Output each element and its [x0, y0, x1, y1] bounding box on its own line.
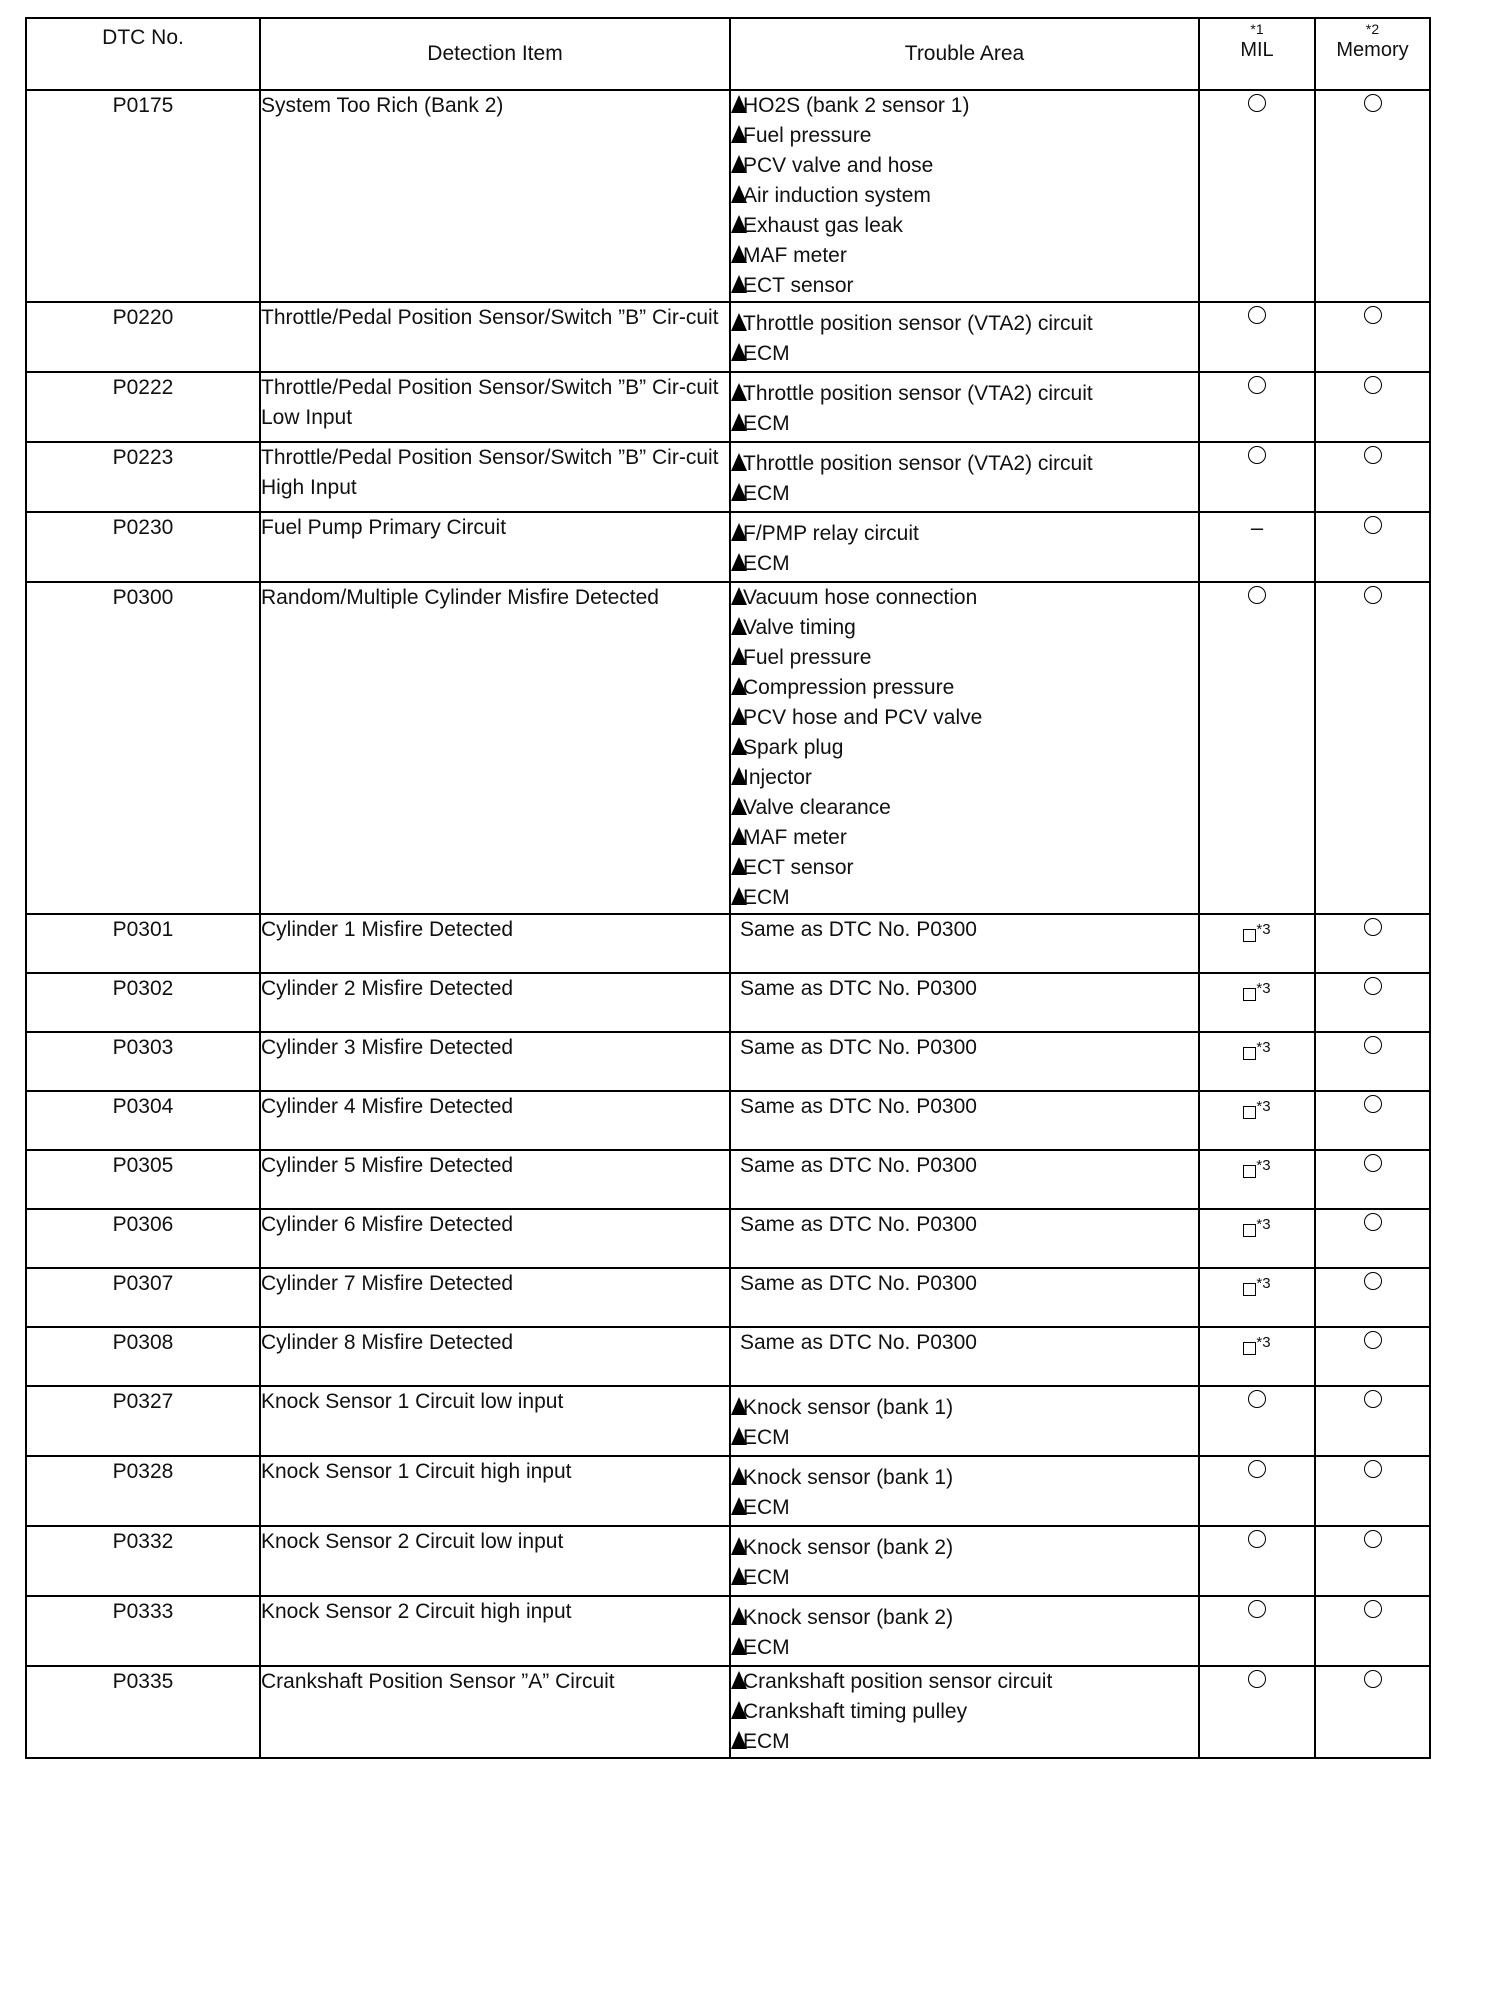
mil-cell [1199, 1209, 1315, 1268]
trouble-area-text: MAF meter [743, 826, 847, 849]
table-row [26, 1268, 1430, 1327]
footnote-ref: *3 [1256, 1216, 1271, 1233]
circle-icon [1364, 516, 1382, 534]
dtc-code: P0327 [26, 1386, 260, 1456]
dtc-code: P0335 [26, 1666, 260, 1758]
trouble-area-item [731, 1727, 1198, 1757]
circle-icon [1364, 1154, 1382, 1172]
detection-item: Cylinder 8 Misfire Detected [260, 1327, 730, 1386]
table-row [26, 1596, 1430, 1666]
table-body [26, 90, 1430, 1758]
detection-item: Throttle/Pedal Position Sensor/Switch ”B” Cir-cuit [260, 302, 730, 372]
table-row [26, 1091, 1430, 1150]
trouble-area-text: ECM [743, 1426, 790, 1449]
table-row [26, 914, 1430, 973]
detection-item: Crankshaft Position Sensor ”A” Circuit [260, 1666, 730, 1758]
memory-cell [1315, 302, 1430, 372]
trouble-area-text: ECT sensor [743, 274, 854, 297]
square-icon [1243, 1047, 1256, 1060]
mil-cell [1199, 1150, 1315, 1209]
memory-note: *2 [1365, 21, 1380, 37]
table-row [26, 512, 1430, 582]
trouble-area-item [731, 339, 1198, 369]
trouble-area-item [731, 211, 1198, 241]
detection-item: Cylinder 3 Misfire Detected [260, 1032, 730, 1091]
trouble-area-text: Valve clearance [743, 796, 891, 819]
trouble-area-text: F/PMP relay circuit [743, 522, 919, 545]
trouble-area: Same as DTC No. P0300 [730, 914, 1199, 973]
detection-item: Knock Sensor 1 Circuit high input [260, 1456, 730, 1526]
dtc-code: P0333 [26, 1596, 260, 1666]
trouble-area-item [731, 151, 1198, 181]
circle-icon [1364, 1331, 1382, 1349]
dtc-code: P0302 [26, 973, 260, 1032]
mil-cell [1199, 1596, 1315, 1666]
trouble-area-item [731, 673, 1198, 703]
table-row [26, 1456, 1430, 1526]
trouble-area-item [731, 241, 1198, 271]
trouble-area-item [731, 309, 1198, 339]
footnote-ref: *3 [1256, 1157, 1271, 1174]
trouble-area-item [731, 1697, 1198, 1727]
circle-icon [1364, 1390, 1382, 1408]
trouble-area-text: Vacuum hose connection [743, 586, 978, 609]
dtc-code: P0307 [26, 1268, 260, 1327]
dtc-code: P0306 [26, 1209, 260, 1268]
trouble-area-text: Crankshaft timing pulley [743, 1700, 968, 1723]
trouble-area [730, 90, 1199, 302]
circle-icon [1364, 1095, 1382, 1113]
footnote-ref: *3 [1256, 1334, 1271, 1351]
dtc-table [25, 17, 1431, 1759]
header-trouble-area: Trouble Area [730, 18, 1199, 90]
trouble-area-item [731, 1493, 1198, 1523]
table-row [26, 1526, 1430, 1596]
circle-icon [1364, 376, 1382, 394]
circle-icon [1364, 586, 1382, 604]
detection-item: Cylinder 7 Misfire Detected [260, 1268, 730, 1327]
table-header [26, 18, 1430, 90]
dtc-code: P0304 [26, 1091, 260, 1150]
trouble-area [730, 1456, 1199, 1526]
trouble-area-text: Fuel pressure [743, 646, 872, 669]
dtc-code: P0230 [26, 512, 260, 582]
trouble-area: Same as DTC No. P0300 [730, 1268, 1199, 1327]
trouble-area-item [731, 1533, 1198, 1563]
footnote-ref: *3 [1256, 980, 1271, 997]
memory-label: Memory [1336, 39, 1409, 61]
footnote-ref: *3 [1256, 1039, 1271, 1056]
trouble-area-item [731, 91, 1198, 121]
table-row [26, 302, 1430, 372]
trouble-area: Same as DTC No. P0300 [730, 973, 1199, 1032]
trouble-area-text: Compression pressure [743, 676, 955, 699]
trouble-area-item [731, 449, 1198, 479]
trouble-area-item [731, 379, 1198, 409]
circle-icon [1248, 306, 1266, 324]
mil-cell [1199, 1526, 1315, 1596]
mil-cell [1199, 1091, 1315, 1150]
trouble-area-text: HO2S (bank 2 sensor 1) [743, 94, 970, 117]
header-mil [1199, 18, 1315, 90]
table-row [26, 1150, 1430, 1209]
trouble-area-item [731, 1563, 1198, 1593]
trouble-area-text: MAF meter [743, 244, 847, 267]
trouble-area-text: Valve timing [743, 616, 856, 639]
header-detection-item: Detection Item [260, 18, 730, 90]
table-row [26, 90, 1430, 302]
trouble-area-text: ECM [743, 552, 790, 575]
memory-cell [1315, 1209, 1430, 1268]
mil-cell [1199, 302, 1315, 372]
square-icon [1243, 1342, 1256, 1355]
mil-cell [1199, 1666, 1315, 1758]
circle-icon [1248, 446, 1266, 464]
memory-cell [1315, 1596, 1430, 1666]
circle-icon [1364, 1036, 1382, 1054]
square-icon [1243, 1106, 1256, 1119]
detection-item: Fuel Pump Primary Circuit [260, 512, 730, 582]
trouble-area-item [731, 271, 1198, 301]
trouble-area-text: Air induction system [743, 184, 931, 207]
trouble-area [730, 372, 1199, 442]
trouble-area [730, 1596, 1199, 1666]
trouble-area [730, 1666, 1199, 1758]
trouble-area: Same as DTC No. P0300 [730, 1032, 1199, 1091]
trouble-area-text: Injector [743, 766, 812, 789]
detection-item: Knock Sensor 1 Circuit low input [260, 1386, 730, 1456]
detection-item: Random/Multiple Cylinder Misfire Detected [260, 582, 730, 914]
circle-icon [1364, 94, 1382, 112]
trouble-area-item [731, 1667, 1198, 1697]
trouble-area-item [731, 479, 1198, 509]
trouble-area [730, 302, 1199, 372]
trouble-area-item [731, 733, 1198, 763]
detection-item: Cylinder 1 Misfire Detected [260, 914, 730, 973]
trouble-area-text: Knock sensor (bank 2) [743, 1536, 954, 1559]
circle-icon [1364, 306, 1382, 324]
square-icon [1243, 1224, 1256, 1237]
circle-icon [1364, 918, 1382, 936]
mil-cell [1199, 372, 1315, 442]
trouble-area: Same as DTC No. P0300 [730, 1150, 1199, 1209]
table-row [26, 1666, 1430, 1758]
circle-icon [1248, 94, 1266, 112]
memory-cell [1315, 1327, 1430, 1386]
trouble-area-text: Spark plug [743, 736, 844, 759]
table-row [26, 1327, 1430, 1386]
trouble-area-item [731, 1393, 1198, 1423]
memory-cell [1315, 1666, 1430, 1758]
trouble-area: Same as DTC No. P0300 [730, 1209, 1199, 1268]
dtc-code: P0301 [26, 914, 260, 973]
trouble-area-text: ECM [743, 412, 790, 435]
circle-icon [1364, 1600, 1382, 1618]
trouble-area-item [731, 1603, 1198, 1633]
circle-icon [1364, 446, 1382, 464]
trouble-area-item [731, 1463, 1198, 1493]
memory-cell [1315, 372, 1430, 442]
circle-icon [1364, 1272, 1382, 1290]
trouble-area-text: Throttle position sensor (VTA2) circuit [743, 382, 1093, 405]
circle-icon [1248, 1390, 1266, 1408]
trouble-area-text: ECM [743, 1636, 790, 1659]
trouble-area-item [731, 1423, 1198, 1453]
dtc-code: P0300 [26, 582, 260, 914]
dtc-code: P0175 [26, 90, 260, 302]
mil-cell [1199, 1032, 1315, 1091]
dtc-code: P0223 [26, 442, 260, 512]
trouble-area-text: ECM [743, 886, 790, 909]
memory-cell [1315, 1091, 1430, 1150]
memory-cell [1315, 1386, 1430, 1456]
table-row [26, 582, 1430, 914]
trouble-area-text: ECT sensor [743, 856, 854, 879]
trouble-area [730, 1386, 1199, 1456]
circle-icon [1364, 977, 1382, 995]
trouble-area-item [731, 763, 1198, 793]
dash-mark: – [1250, 515, 1264, 540]
detection-item: Throttle/Pedal Position Sensor/Switch ”B” Cir-cuit High Input [260, 442, 730, 512]
footnote-ref: *3 [1256, 921, 1271, 938]
trouble-area-text: Knock sensor (bank 1) [743, 1396, 954, 1419]
trouble-area-text: ECM [743, 1496, 790, 1519]
trouble-area-item [731, 583, 1198, 613]
memory-cell [1315, 1032, 1430, 1091]
trouble-area-text: PCV hose and PCV valve [743, 706, 983, 729]
trouble-area-item [731, 883, 1198, 913]
trouble-area-text: Knock sensor (bank 2) [743, 1606, 954, 1629]
trouble-area-text: ECM [743, 482, 790, 505]
mil-cell [1199, 914, 1315, 973]
footnote-ref: *3 [1256, 1098, 1271, 1115]
circle-icon [1248, 1670, 1266, 1688]
trouble-area-item [731, 853, 1198, 883]
trouble-area-item [731, 519, 1198, 549]
detection-item: Cylinder 5 Misfire Detected [260, 1150, 730, 1209]
trouble-area-text: ECM [743, 1730, 790, 1753]
memory-cell [1315, 442, 1430, 512]
trouble-area-text: Crankshaft position sensor circuit [743, 1670, 1053, 1693]
memory-cell [1315, 914, 1430, 973]
memory-cell [1315, 512, 1430, 582]
dtc-code: P0328 [26, 1456, 260, 1526]
trouble-area-item [731, 793, 1198, 823]
circle-icon [1364, 1213, 1382, 1231]
detection-item: Cylinder 6 Misfire Detected [260, 1209, 730, 1268]
memory-cell [1315, 1526, 1430, 1596]
footnote-ref: *3 [1256, 1275, 1271, 1292]
mil-cell [1199, 90, 1315, 302]
mil-cell [1199, 1268, 1315, 1327]
trouble-area [730, 442, 1199, 512]
mil-cell [1199, 1386, 1315, 1456]
mil-cell [1199, 582, 1315, 914]
trouble-area-item [731, 643, 1198, 673]
detection-item: Cylinder 4 Misfire Detected [260, 1091, 730, 1150]
circle-icon [1248, 376, 1266, 394]
trouble-area: Same as DTC No. P0300 [730, 1327, 1199, 1386]
header-memory [1315, 18, 1430, 90]
trouble-area: Same as DTC No. P0300 [730, 1091, 1199, 1150]
trouble-area-text: Exhaust gas leak [743, 214, 903, 237]
trouble-area-item [731, 823, 1198, 853]
memory-cell [1315, 1150, 1430, 1209]
trouble-area [730, 582, 1199, 914]
dtc-code: P0222 [26, 372, 260, 442]
mil-cell [1199, 512, 1315, 582]
trouble-area-item [731, 613, 1198, 643]
dtc-code: P0308 [26, 1327, 260, 1386]
square-icon [1243, 1165, 1256, 1178]
mil-note: *1 [1250, 21, 1264, 37]
trouble-area-text: Knock sensor (bank 1) [743, 1466, 954, 1489]
trouble-area-item [731, 409, 1198, 439]
trouble-area-item [731, 703, 1198, 733]
trouble-area-text: PCV valve and hose [743, 154, 934, 177]
trouble-area-text: Throttle position sensor (VTA2) circuit [743, 312, 1093, 335]
trouble-area-item [731, 549, 1198, 579]
square-icon [1243, 988, 1256, 1001]
memory-cell [1315, 1268, 1430, 1327]
table-row [26, 1032, 1430, 1091]
circle-icon [1248, 1460, 1266, 1478]
mil-cell [1199, 1456, 1315, 1526]
circle-icon [1364, 1530, 1382, 1548]
square-icon [1243, 1283, 1256, 1296]
dtc-code: P0220 [26, 302, 260, 372]
circle-icon [1248, 586, 1266, 604]
trouble-area [730, 1526, 1199, 1596]
dtc-code: P0303 [26, 1032, 260, 1091]
trouble-area-item [731, 121, 1198, 151]
memory-cell [1315, 582, 1430, 914]
mil-cell [1199, 1327, 1315, 1386]
detection-item: System Too Rich (Bank 2) [260, 90, 730, 302]
memory-cell [1315, 1456, 1430, 1526]
trouble-area-item [731, 1633, 1198, 1663]
trouble-area-text: ECM [743, 342, 790, 365]
circle-icon [1248, 1600, 1266, 1618]
memory-cell [1315, 973, 1430, 1032]
mil-cell [1199, 442, 1315, 512]
circle-icon [1364, 1460, 1382, 1478]
mil-label: MIL [1240, 39, 1274, 61]
square-icon [1243, 929, 1256, 942]
detection-item: Throttle/Pedal Position Sensor/Switch ”B” Cir-cuit Low Input [260, 372, 730, 442]
memory-cell [1315, 90, 1430, 302]
table-row [26, 1386, 1430, 1456]
detection-item: Cylinder 2 Misfire Detected [260, 973, 730, 1032]
circle-icon [1248, 1530, 1266, 1548]
circle-icon [1364, 1670, 1382, 1688]
detection-item: Knock Sensor 2 Circuit high input [260, 1596, 730, 1666]
detection-item: Knock Sensor 2 Circuit low input [260, 1526, 730, 1596]
trouble-area-text: Throttle position sensor (VTA2) circuit [743, 452, 1093, 475]
table-row [26, 372, 1430, 442]
header-dtc-no: DTC No. [26, 18, 260, 90]
table-row [26, 973, 1430, 1032]
trouble-area-item [731, 181, 1198, 211]
trouble-area [730, 512, 1199, 582]
dtc-code: P0305 [26, 1150, 260, 1209]
table-row [26, 442, 1430, 512]
dtc-code: P0332 [26, 1526, 260, 1596]
trouble-area-text: ECM [743, 1566, 790, 1589]
table-row [26, 1209, 1430, 1268]
trouble-area-text: Fuel pressure [743, 124, 872, 147]
mil-cell [1199, 973, 1315, 1032]
